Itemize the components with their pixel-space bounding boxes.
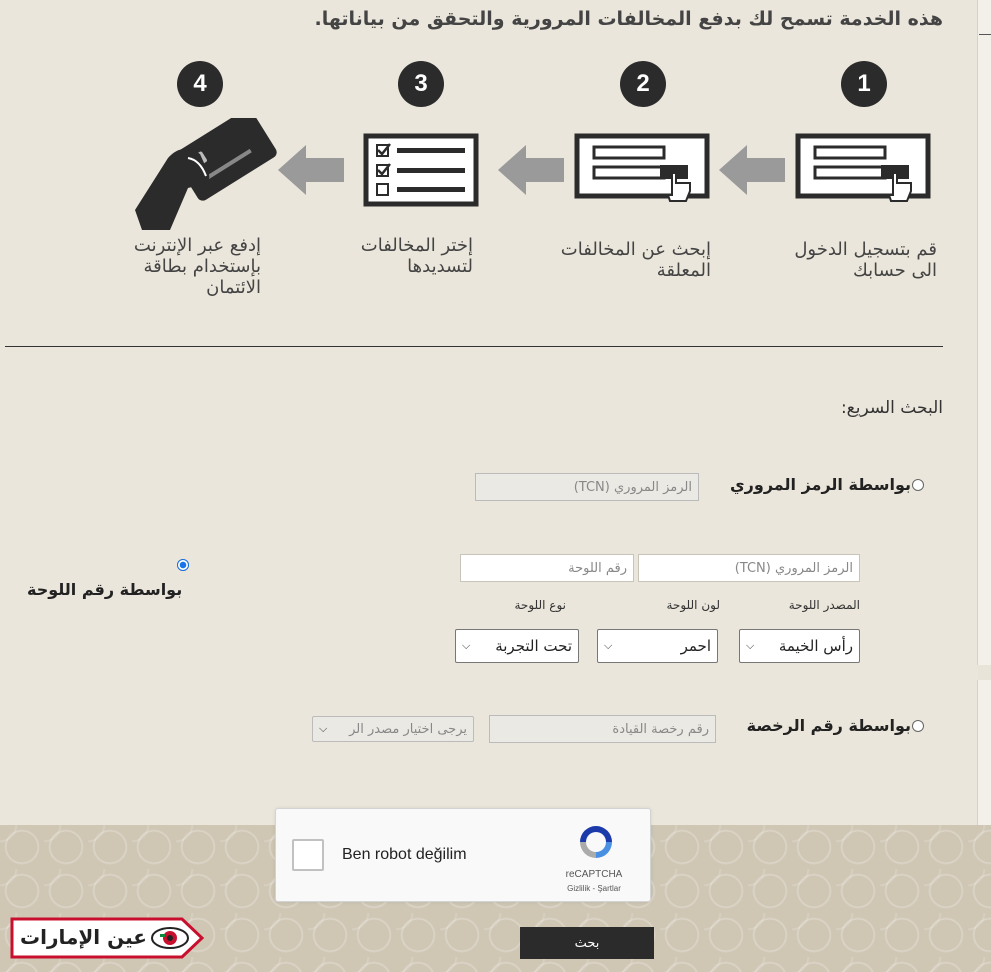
plate-number-input[interactable]: رقم اللوحة [460,554,634,582]
plate-source-label: المصدر اللوحة [788,598,860,612]
license-option-label: بواسطة رقم الرخصة [746,716,911,735]
license-source-value: يرجى اختيار مصدر الر [349,721,467,737]
right-side-strip [977,0,991,665]
top-right-rule [979,34,991,35]
chevron-down-icon: ⌵ [746,639,755,652]
plate-color-select[interactable] [597,629,718,663]
license-source-select[interactable] [312,716,474,742]
chevron-down-icon: ⌵ [604,639,613,652]
chevron-down-icon: ⌵ [319,722,328,735]
plate-source-value: رأس الخيمة [778,637,853,655]
by-tcn-option[interactable] [730,475,924,494]
plate-type-value: تحت التجربة [495,637,572,655]
plate-radio-selected[interactable] [177,559,189,571]
plate-color-label: لون اللوحة [666,598,720,612]
plate-type-select[interactable] [455,629,579,663]
step-4-number: 4 [177,61,223,107]
step-2-number: 2 [620,61,666,107]
step-1-label: قم بتسجيل الدخول الى حسابك [794,239,937,281]
search-screen-icon [574,133,714,213]
credit-card-hand-icon [130,118,280,230]
arrow-left-icon [278,145,344,195]
recaptcha-label: Ben robot değilim [342,846,467,863]
recaptcha-brand: reCAPTCHA [565,869,623,880]
arrow-left-icon [498,145,564,195]
watermark-text: عين الإمارات [20,925,147,949]
chevron-down-icon: ⌵ [462,639,471,652]
login-screen-icon [795,133,935,213]
tcn-option-label: بواسطة الرمز المروري [730,475,911,494]
quick-search-title: البحث السريع: [840,398,943,418]
recaptcha-privacy-terms-link[interactable]: Gizlilik - Şartlar [567,884,621,893]
step-2-label: إبحث عن المخالفات المعلقة [560,239,711,281]
by-license-option[interactable] [747,716,924,735]
right-side-strip-lower [977,680,991,825]
license-number-input[interactable]: رقم رخصة القيادة [489,715,716,743]
step-3-number: 3 [398,61,444,107]
tcn-input[interactable]: الرمز المروري (TCN) [475,473,699,501]
recaptcha-widget [275,808,651,902]
tcn-radio[interactable] [912,479,924,491]
checklist-icon [363,133,483,213]
arrow-left-icon [719,145,785,195]
plate-source-select[interactable] [739,629,860,663]
step-1-number: 1 [841,61,887,107]
section-divider [5,346,943,347]
license-radio[interactable] [912,720,924,732]
plate-type-label: نوع اللوحة [514,598,566,612]
step-4-label: إدفع عبر الإنترنت بإستخدام بطاقة الائتمان [133,235,261,298]
plate-option-label: بواسطة رقم اللوحة [27,580,183,599]
search-button[interactable]: بحث [520,927,654,959]
step-3-label: إختر المخالفات لتسديدها [360,235,473,277]
plate-tcn-input[interactable]: الرمز المروري (TCN) [638,554,860,582]
intro-text: هذه الخدمة تسمح لك بدفع المخالفات المرورية والتحقق من بياناتها. [314,8,943,30]
recaptcha-logo-icon [576,822,616,862]
plate-color-value: احمر [680,637,711,655]
recaptcha-checkbox[interactable] [292,839,324,871]
